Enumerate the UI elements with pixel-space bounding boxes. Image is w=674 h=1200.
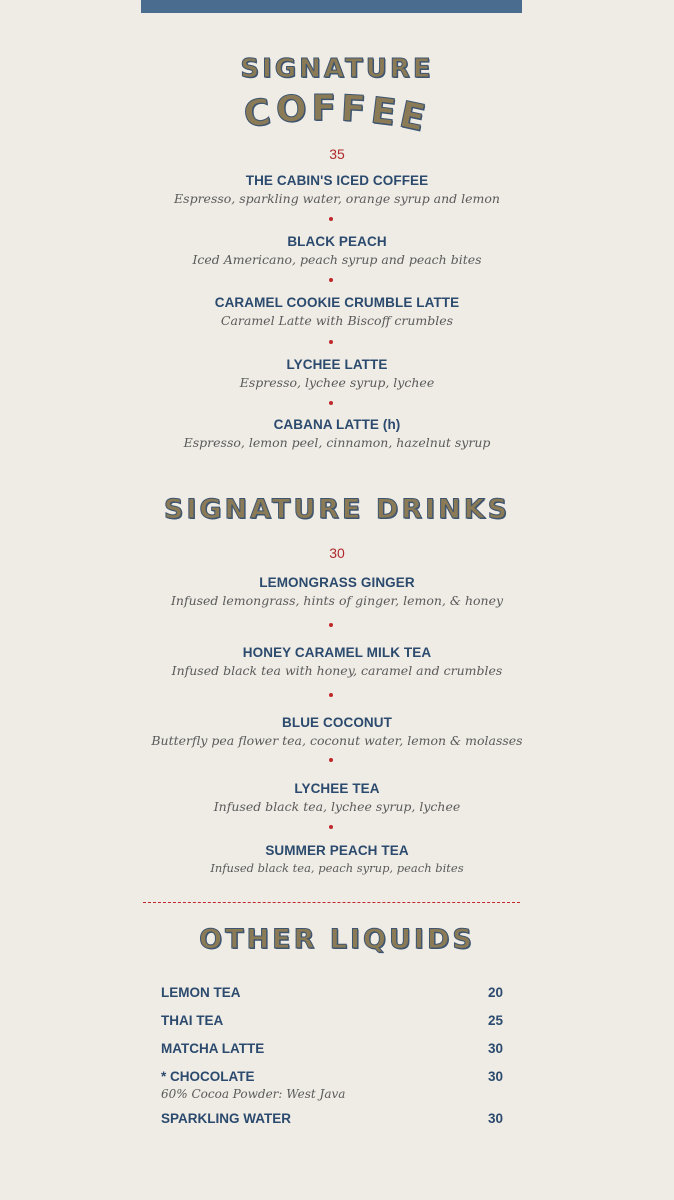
drink-item	[0, 715, 674, 748]
liquid-row	[161, 985, 503, 1000]
drink-item	[0, 575, 674, 608]
separator-dot	[329, 693, 333, 697]
separator-dot	[329, 217, 333, 221]
liquid-row	[161, 1111, 503, 1126]
separator-dot	[329, 401, 333, 405]
other-liquids-heading: OTHER LIQUIDS	[199, 924, 475, 955]
row-price: 30	[487, 1111, 503, 1126]
drinks-price: 30	[329, 545, 345, 561]
item-description: Infused lemongrass, hints of ginger, lemon, & honey	[170, 593, 504, 608]
drink-item	[0, 781, 674, 814]
item-name: LEMONGRASS GINGER	[259, 575, 415, 590]
separator-dot	[329, 623, 333, 627]
signature-coffee-heading-line2	[0, 87, 674, 141]
coffee-item	[0, 295, 674, 328]
item-name: CABANA LATTE (h)	[273, 417, 401, 432]
item-description: Caramel Latte with Biscoff crumbles	[220, 313, 454, 328]
item-name: CARAMEL COOKIE CRUMBLE LATTE	[214, 295, 460, 310]
item-description: Butterfly pea flower tea, coconut water, lemon & molasses	[151, 733, 523, 748]
item-description: Iced Americano, peach syrup and peach bites	[192, 252, 482, 267]
coffee-item	[0, 173, 674, 206]
item-name: BLUE COCONUT	[282, 715, 392, 730]
drink-item	[0, 843, 674, 875]
heading-letter: O	[274, 87, 313, 132]
item-name: HONEY CARAMEL MILK TEA	[242, 645, 432, 660]
item-description: Infused black tea, lychee syrup, lychee	[213, 799, 461, 814]
liquid-row	[161, 1013, 503, 1028]
liquid-row	[161, 1069, 503, 1101]
drink-item	[0, 645, 674, 678]
row-name: * CHOCOLATE	[161, 1069, 255, 1084]
item-name: THE CABIN'S ICED COFFEE	[245, 173, 429, 188]
item-description: Infused black tea with honey, caramel and crumbles	[171, 663, 503, 678]
row-price: 25	[487, 1013, 503, 1028]
heading-letter: F	[339, 88, 372, 131]
row-name: LEMON TEA	[161, 985, 241, 1000]
separator-dot	[329, 278, 333, 282]
item-name: BLACK PEACH	[287, 234, 387, 249]
separator-dot	[329, 825, 333, 829]
item-description: Espresso, sparkling water, orange syrup and lemon	[174, 191, 500, 206]
top-banner-bar	[141, 0, 522, 13]
row-price: 30	[487, 1069, 503, 1084]
item-name: SUMMER PEACH TEA	[265, 843, 409, 858]
heading-letter: E	[396, 94, 434, 141]
item-description: Espresso, lychee syrup, lychee	[239, 375, 435, 390]
coffee-price: 35	[329, 146, 345, 162]
heading-letter: E	[368, 90, 403, 135]
coffee-item	[0, 417, 674, 450]
row-description: 60% Cocoa Powder: West Java	[161, 1087, 346, 1101]
row-name: THAI TEA	[161, 1013, 224, 1028]
row-name: MATCHA LATTE	[161, 1041, 265, 1056]
item-description: Espresso, lemon peel, cinnamon, hazelnut syrup	[183, 435, 491, 450]
row-price: 20	[487, 985, 503, 1000]
signature-coffee-heading-line1: SIGNATURE	[240, 54, 434, 84]
item-name: LYCHEE TEA	[294, 781, 380, 796]
separator-dot	[329, 758, 333, 762]
heading-letter: C	[241, 91, 279, 136]
separator-dot	[329, 340, 333, 344]
liquid-row	[161, 1041, 503, 1056]
item-description: Infused black tea, peach syrup, peach bites	[210, 861, 464, 875]
signature-drinks-heading: SIGNATURE DRINKS	[163, 494, 511, 525]
row-name: SPARKLING WATER	[161, 1111, 291, 1126]
heading-letter: F	[311, 88, 341, 129]
row-price: 30	[487, 1041, 503, 1056]
section-divider	[143, 902, 520, 903]
item-name: LYCHEE LATTE	[286, 357, 388, 372]
coffee-item	[0, 357, 674, 390]
coffee-item	[0, 234, 674, 267]
